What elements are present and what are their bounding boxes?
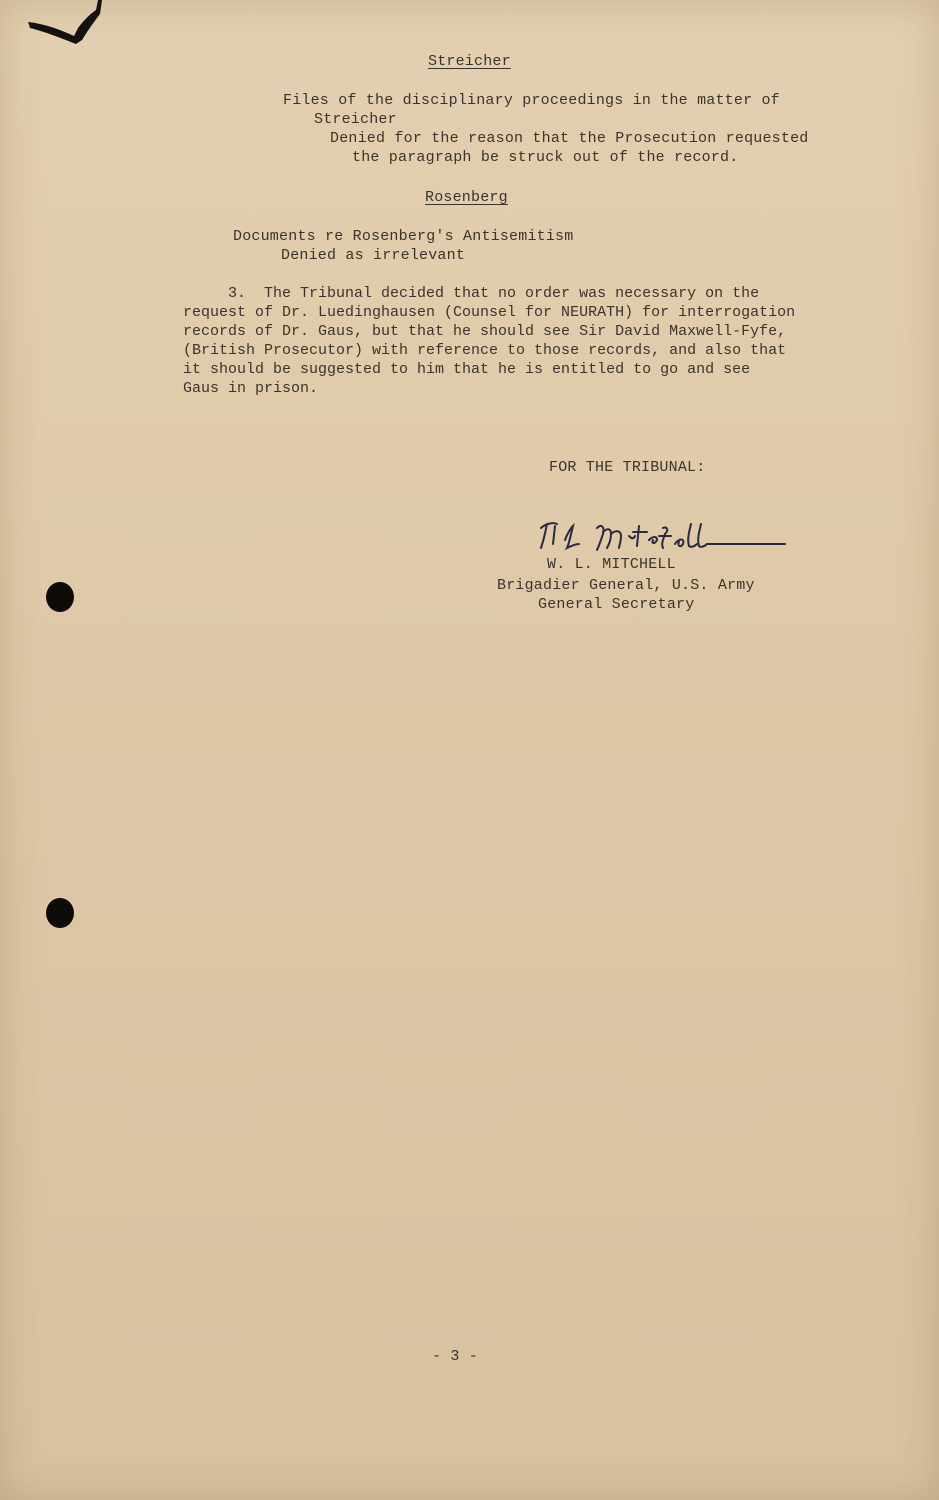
signatory-title: General Secretary — [538, 596, 695, 613]
page-number: - 3 - — [432, 1348, 479, 1365]
streicher-request-line: Files of the disciplinary proceedings in the matter of — [283, 92, 780, 109]
rosenberg-heading: Rosenberg — [425, 189, 508, 206]
ink-corner-mark — [26, 0, 106, 50]
paragraph-3-line: request of Dr. Luedinghausen (Counsel for NEURATH) for interrogation — [183, 304, 796, 321]
rosenberg-ruling-line: Denied as irrelevant — [281, 247, 466, 264]
paragraph-3-line: it should be suggested to him that he is entitled to go and see — [183, 361, 751, 378]
paragraph-3 — [183, 284, 853, 398]
paragraph-3-line: 3. The Tribunal decided that no order was necessary on the — [183, 285, 760, 302]
handwritten-signature — [535, 514, 795, 558]
signatory-rank: Brigadier General, U.S. Army — [497, 577, 755, 594]
paragraph-3-line: records of Dr. Gaus, but that he should see Sir David Maxwell-Fyfe, — [183, 323, 787, 340]
streicher-name-line: Streicher — [314, 111, 397, 128]
streicher-ruling-line: Denied for the reason that the Prosecution requested — [330, 130, 809, 147]
signatory-name: W. L. MITCHELL — [547, 556, 676, 573]
punch-hole — [46, 582, 74, 612]
paragraph-3-line: (British Prosecutor) with reference to those records, and also that — [183, 342, 787, 359]
punch-hole — [46, 898, 74, 928]
rosenberg-request-line: Documents re Rosenberg's Antisemitism — [233, 228, 574, 245]
streicher-heading: Streicher — [428, 53, 511, 70]
streicher-ruling-cont-line: the paragraph be struck out of the record. — [352, 149, 739, 166]
paragraph-3-line: Gaus in prison. — [183, 380, 319, 397]
for-tribunal-line: FOR THE TRIBUNAL: — [549, 459, 706, 476]
